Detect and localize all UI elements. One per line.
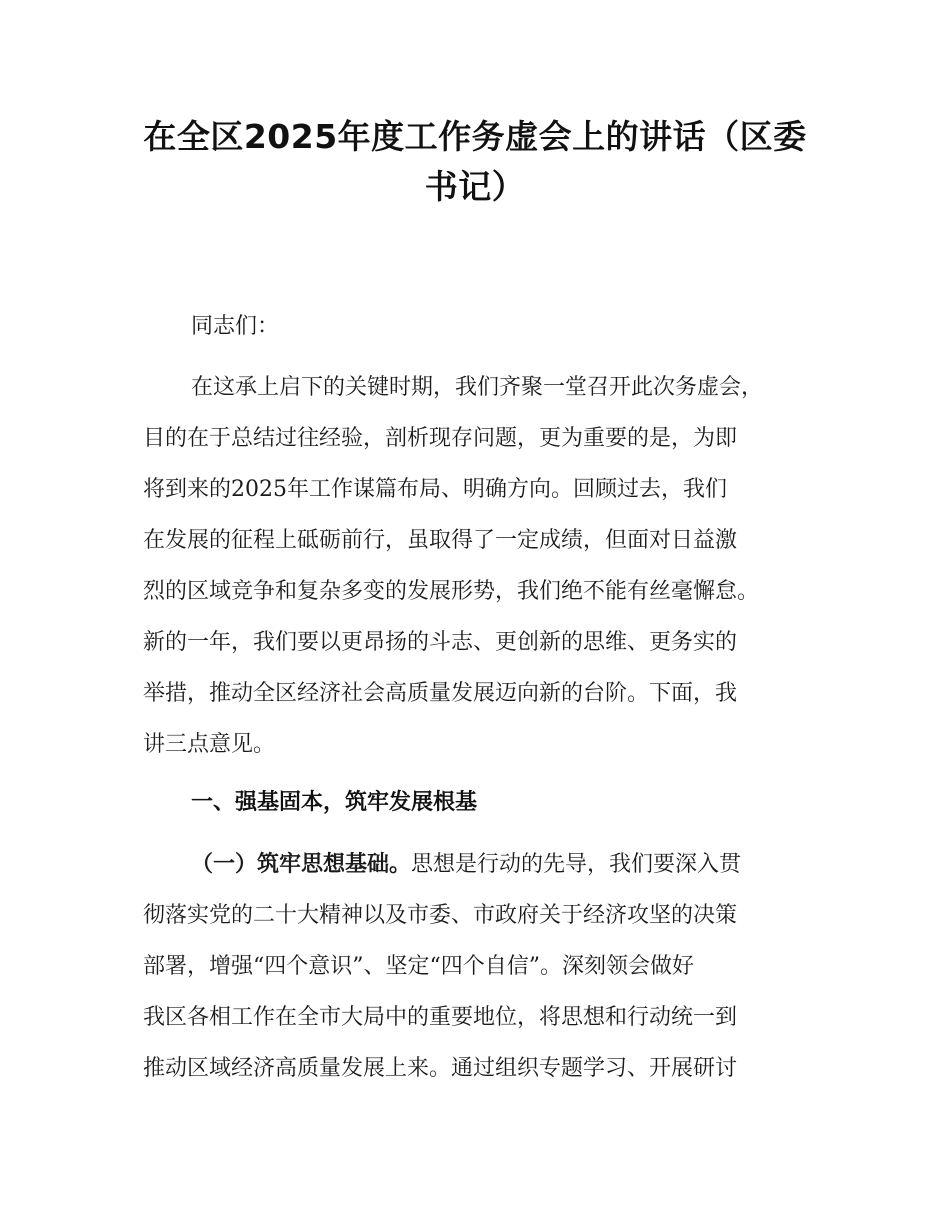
subsection-1-first-line-rest: 思想是行动的先导，我们要深入贯: [411, 852, 742, 877]
document-title: [100, 112, 850, 212]
subsection-1-line: 部署，增强“四个意识”、坚定“四个自信”。深刻领会做好: [143, 954, 694, 979]
intro-line: 在这承上启下的关键时期，我们齐聚一堂召开此次务虚会，: [191, 375, 764, 400]
subsection-1-line: 彻落实党的二十大精神以及市委、市政府关于经济攻坚的决策: [143, 903, 738, 928]
subsection-1-lead: （一）筑牢思想基础。: [191, 852, 412, 877]
title-line-2: 书记）: [424, 167, 526, 206]
subsection-1-paragraph: [143, 839, 813, 1094]
title-line-1: 在全区2025年度工作务虚会上的讲话（区委: [143, 117, 807, 156]
intro-line: 目的在于总结过往经验，剖析现存问题，更为重要的是，为即: [143, 426, 738, 451]
intro-line: 举措，推动全区经济社会高质量发展迈向新的台阶。下面，我: [143, 681, 738, 706]
intro-line: 讲三点意见。: [143, 732, 276, 757]
salutation-text: 同志们：: [191, 314, 280, 339]
intro-line: 新的一年，我们要以更昂扬的斗志、更创新的思维、更务实的: [143, 630, 738, 655]
subsection-1-line: 推动区域经济高质量发展上来。通过组织专题学习、开展研讨: [143, 1056, 738, 1081]
salutation: [143, 301, 813, 352]
section-1-heading: 一、强基固本，筑牢发展根基: [191, 790, 478, 815]
subsection-1-line: 我区各相工作在全市大局中的重要地位，将思想和行动统一到: [143, 1005, 738, 1030]
intro-line: 在发展的征程上砥砺前行，虽取得了一定成绩，但面对日益激: [143, 528, 738, 553]
intro-line: 烈的区域竞争和复杂多变的发展形势，我们绝不能有丝毫懈怠。: [143, 579, 760, 604]
subsection-1-first-line: [143, 839, 813, 890]
intro-line: 将到来的2025年工作谋篇布局、明确方向。回顾过去，我们: [143, 477, 727, 502]
intro-paragraph: [143, 362, 813, 770]
